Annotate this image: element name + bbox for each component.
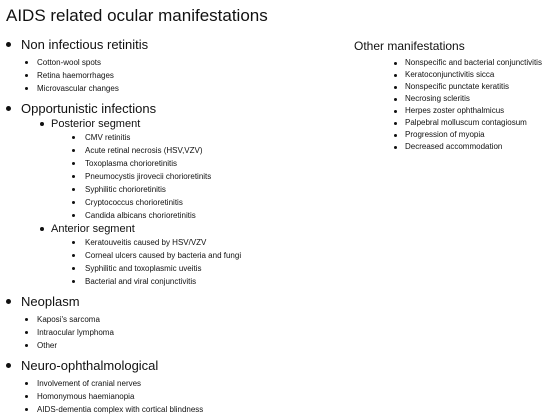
section-neoplasm <box>0 293 340 310</box>
bullet-icon <box>72 188 75 191</box>
bullet-icon <box>25 344 28 347</box>
list-item: Progression of myopia <box>354 129 557 141</box>
bullet-icon <box>25 61 28 64</box>
subsection-anterior-segment <box>0 222 340 236</box>
list-item: CMV retinitis <box>0 131 340 144</box>
section-heading: Non infectious retinitis <box>21 37 149 52</box>
list-item: Other <box>0 339 340 352</box>
list-item: Microvascular changes <box>0 82 340 95</box>
bullet-icon <box>6 106 11 111</box>
list-item: Keratoconjunctivitis sicca <box>354 69 557 81</box>
bullet-icon <box>40 227 44 231</box>
bullet-icon <box>72 254 75 257</box>
list-item: Cryptococcus chorioretinitis <box>0 196 340 209</box>
bullet-icon <box>6 42 11 47</box>
bullet-icon <box>6 363 11 368</box>
section-heading: Neoplasm <box>21 294 80 309</box>
section-opportunistic-infections <box>0 100 340 117</box>
bullet-icon <box>394 122 397 125</box>
list-item: Cotton-wool spots <box>0 56 340 69</box>
bullet-icon <box>72 267 75 270</box>
bullet-icon <box>72 241 75 244</box>
page-title: AIDS related ocular manifestations <box>6 6 268 25</box>
section-neuro-ophthalmological <box>0 357 340 374</box>
bullet-icon <box>25 87 28 90</box>
bullet-icon <box>6 299 11 304</box>
subsection-heading: Anterior segment <box>51 223 135 235</box>
list-item: Nonspecific punctate keratitis <box>354 81 557 93</box>
list-item: Homonymous haemianopia <box>0 390 340 403</box>
bullet-icon <box>25 318 28 321</box>
section-heading: Opportunistic infections <box>21 101 157 116</box>
list-item: Nonspecific and bacterial conjunctivitis <box>354 57 557 69</box>
list-item: Toxoplasma chorioretinitis <box>0 157 340 170</box>
bullet-icon <box>72 136 75 139</box>
list-item: Necrosing scleritis <box>354 93 557 105</box>
list-item: Bacterial and viral conjunctivitis <box>0 275 340 288</box>
list-item: Involvement of cranial nerves <box>0 377 340 390</box>
list-item: Intraocular lymphoma <box>0 326 340 339</box>
section-non-infectious-retinitis <box>0 36 340 53</box>
list-item: Retina haemorrhages <box>0 69 340 82</box>
bullet-icon <box>72 214 75 217</box>
bullet-icon <box>40 122 44 126</box>
list-item: Pneumocystis jirovecii chorioretinits <box>0 170 340 183</box>
bullet-icon <box>25 382 28 385</box>
bullet-icon <box>72 175 75 178</box>
bullet-icon <box>72 280 75 283</box>
bullet-icon <box>394 86 397 89</box>
bullet-icon <box>25 331 28 334</box>
list-item: Keratouveitis caused by HSV/VZV <box>0 236 340 249</box>
list-item: Herpes zoster ophthalmicus <box>354 105 557 117</box>
bullet-icon <box>394 98 397 101</box>
bullet-icon <box>394 146 397 149</box>
bullet-icon <box>25 395 28 398</box>
section-heading: Other manifestations <box>354 39 465 53</box>
section-heading: Neuro-ophthalmological <box>21 358 159 373</box>
subsection-heading: Posterior segment <box>51 118 141 130</box>
list-item: Syphilitic and toxoplasmic uveitis <box>0 262 340 275</box>
list-item: Palpebral molluscum contagiosum <box>354 117 557 129</box>
bullet-icon <box>394 74 397 77</box>
list-item: Syphilitic chorioretinitis <box>0 183 340 196</box>
bullet-icon <box>25 74 28 77</box>
section-other-manifestations <box>354 38 557 54</box>
list-item: Corneal ulcers caused by bacteria and fungi <box>0 249 340 262</box>
subsection-posterior-segment <box>0 117 340 131</box>
list-item: Acute retinal necrosis (HSV,VZV) <box>0 144 340 157</box>
bullet-icon <box>394 110 397 113</box>
list-item: AIDS-dementia complex with cortical blindness <box>0 403 340 416</box>
bullet-icon <box>72 149 75 152</box>
bullet-icon <box>394 62 397 65</box>
list-item: Candida albicans chorioretinitis <box>0 209 340 222</box>
bullet-icon <box>25 408 28 411</box>
bullet-icon <box>72 162 75 165</box>
list-item: Decreased accommodation <box>354 141 557 153</box>
list-item: Kaposi's sarcoma <box>0 313 340 326</box>
right-column <box>354 38 557 153</box>
bullet-icon <box>72 201 75 204</box>
left-column <box>0 36 340 416</box>
bullet-icon <box>394 134 397 137</box>
